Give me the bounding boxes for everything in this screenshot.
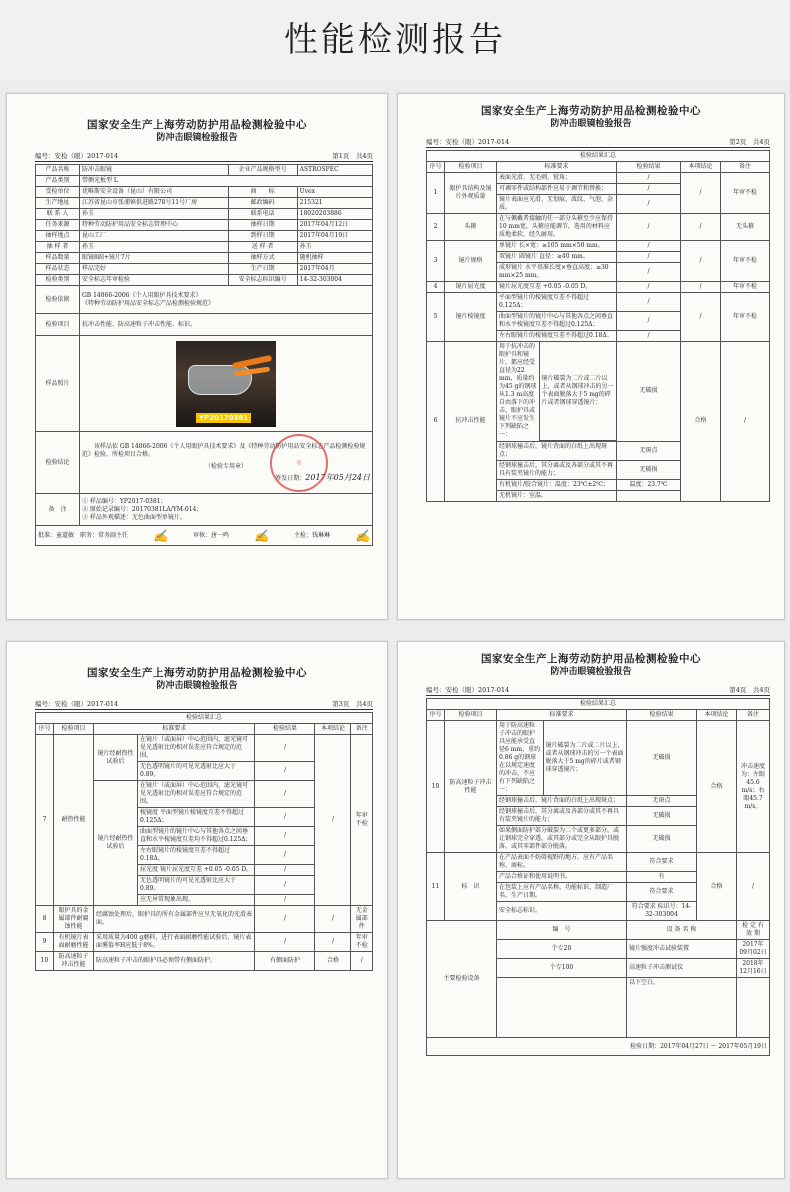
report-title: 防冲击眼镜检验报告 <box>550 667 632 677</box>
test-date: 检验日期：2017年04月27日 ～ 2017年05月19日 <box>427 1038 770 1056</box>
info-row <box>36 264 373 275</box>
info-cell: 孙玉 <box>80 209 229 220</box>
eq-name: 高速粒子冲击测试仪 <box>627 959 737 978</box>
info-cell: 送 样 者 <box>228 242 297 253</box>
row-item: 标 识 <box>445 853 497 921</box>
basis-value: GB 14866-2006《个人用眼护具技术要求》 《特种劳动防护用品安全标志产品检测检验规范》 <box>80 286 373 314</box>
row-no: 2 <box>427 214 445 241</box>
info-cell: 215321 <box>297 198 372 209</box>
stamp-caption: （检验专用章） <box>204 462 247 470</box>
row-result: / <box>255 846 315 865</box>
row-note: / <box>721 342 770 502</box>
row-no: 1 <box>427 173 445 214</box>
note-3: ③ 样品外观描述：无色曲面型单镜片。 <box>82 513 186 521</box>
row-result: / <box>617 331 681 342</box>
note-1: ① 样品编号：YP2017-0381； <box>82 497 167 505</box>
org-title: 国家安全生产上海劳动防护用品检测检验中心 <box>87 667 307 679</box>
row-conclusion: 合格 <box>315 952 351 971</box>
basis-label: 检验依据 <box>36 286 80 314</box>
row-note: 年审不检 <box>351 933 373 952</box>
row-result: 温度：23.7℃ <box>617 479 681 490</box>
row-result: / <box>617 252 681 263</box>
heat-group-1: 镜片经耐热性试验后 <box>94 735 138 781</box>
row-result: / <box>617 173 681 184</box>
row-result: 无破损 <box>627 721 697 796</box>
checker-signature: ✍ <box>355 528 370 543</box>
info-row <box>36 220 373 231</box>
info-cell: ASTROSPEC <box>297 165 372 176</box>
diopter-req: 镜片屈光度互差 +0.05 -0.05 D。 <box>159 866 253 873</box>
info-cell: 带侧光板型 L <box>80 176 373 187</box>
row-item: 眼护具的金属部件耐腐蚀性能 <box>54 906 94 933</box>
row-no: 4 <box>427 282 445 293</box>
particle-sub: 经钢球撞击后，其分离或及各部分或其不再具有装夹镜片的能力； <box>497 807 627 826</box>
heat-req: 在镜片（或面屏）中心范围内，滤光镜可见光透射比的相对误差应符合规定的范围。 <box>138 781 255 808</box>
eq-blank-cell <box>737 978 770 1038</box>
report-title: 防冲击眼镜检验报告 <box>550 119 632 129</box>
row-req: 在产品表面不妨碍视野的地方，应有产品名称、商标。 <box>497 853 627 872</box>
row-result: / <box>255 762 315 781</box>
row-req: 镜片屈光度互差 +0.05 -0.05 D。 <box>497 282 617 293</box>
col-note: 备注 <box>351 724 373 735</box>
row-result: / <box>617 241 681 252</box>
row-item: 防高速粒子冲击性能 <box>445 721 497 853</box>
row-no: 5 <box>427 293 445 342</box>
info-cell: 生产日期 <box>228 264 297 275</box>
report-code: 编号：安检（眼）2017-014 <box>35 700 119 708</box>
info-cell: 特种劳动防护用品安全标志管理中心 <box>80 220 229 231</box>
row-result: / <box>255 808 315 827</box>
double-lens: 双镜片 <box>499 253 518 260</box>
items-label: 检验项目 <box>36 314 80 336</box>
report-page-3[interactable] <box>6 641 388 1179</box>
row-result: / <box>255 876 315 895</box>
prism-req: 左右眼镜片的棱镜度互差不得超过0.18Δ。 <box>138 846 255 865</box>
row-result: / <box>255 865 315 876</box>
official-seal: ◎ <box>270 434 328 492</box>
col-no: 序号 <box>427 162 445 173</box>
info-row <box>36 198 373 209</box>
row-note: 年审不检 <box>721 173 770 214</box>
row-req: 平面型镜片的棱镜度互差不得超过0.125Δ； <box>497 293 617 312</box>
row-item: 头箍 <box>445 214 497 241</box>
col-req: 标准要求 <box>497 162 617 173</box>
page-number: 第2页 共4页 <box>729 138 770 146</box>
row-result: 符合要求 标识号：14-32-303004 <box>627 902 697 921</box>
row-no: 10 <box>427 721 445 853</box>
row-conclusion: 合格 <box>697 853 737 921</box>
row-conclusion: 合格 <box>681 342 721 502</box>
info-cell: 安全标志年审检验 <box>80 275 229 286</box>
row-item: 镜片屈光度 <box>445 282 497 293</box>
approver-signature: ✍ <box>153 528 168 543</box>
row-result: 无斑点 <box>627 796 697 807</box>
row-result: 无斑点 <box>617 441 681 460</box>
report-meta <box>426 685 770 696</box>
info-cell: 产品名称 <box>36 165 80 176</box>
row-result: / <box>617 184 681 195</box>
row-note: / <box>351 952 373 971</box>
prism-req: 曲面型镜片的镜片中心与其他各点之间垂直和水平棱镜度互差均不得超过0.125Δ； <box>138 827 255 846</box>
row-result: / <box>255 906 315 933</box>
row-result: / <box>617 282 681 293</box>
report-code: 编号：安检（眼）2017-014 <box>426 138 510 146</box>
row-note: 无金属部件 <box>351 906 373 933</box>
info-row <box>36 253 373 264</box>
info-row <box>36 275 373 286</box>
eq-blank: 以下空白。 <box>627 978 737 1038</box>
heat-group-2: 镜片经耐热性试验后 <box>94 781 138 906</box>
particle-req: 用于防高速粒子冲击的眼护具应能承受直径6 mm，重约0.86 g的钢球在以规定速度的冲击，不应有下列缺陷之一： <box>499 722 541 793</box>
report-page-1[interactable] <box>6 93 388 620</box>
eq-col-name: 设 备 名 称 <box>627 921 737 940</box>
row-conclusion: 合格 <box>697 721 737 853</box>
row-result: 符合要求 <box>627 853 697 872</box>
info-cell: 江苏省昆山市张浦镇俱进路278号11号厂房 <box>80 198 229 209</box>
photo-caption: YP20170381 <box>196 413 251 423</box>
row-req: 左右眼镜片的棱镜度互差不得超过0.18Δ。 <box>497 331 617 342</box>
info-cell: 任务来源 <box>36 220 80 231</box>
report-meta <box>426 137 770 148</box>
col-item: 检验项目 <box>445 710 497 721</box>
sign-date: 2017年05月24日 <box>305 472 370 482</box>
row-item: 眼护具结构及镜片外观质量 <box>445 173 497 214</box>
row-no: 7 <box>36 735 54 906</box>
row-note: 无头箍 <box>721 214 770 241</box>
row-item: 防高速粒子冲击性能 <box>54 952 94 971</box>
row-req: 经腐蚀处理后，眼护具的所有金属部件应呈无氧化的光滑表面。 <box>94 906 255 933</box>
col-conclusion: 本项结论 <box>315 724 351 735</box>
equipment-label: 主要检验设备 <box>427 921 497 1038</box>
row-conclusion: / <box>681 173 721 214</box>
row-result: / <box>255 781 315 808</box>
eq-blank-cell <box>497 978 627 1038</box>
diopter-label: 屈光度 <box>140 866 159 873</box>
row-no: 8 <box>36 906 54 933</box>
col-no: 序号 <box>427 710 445 721</box>
info-cell: 2017年04月19日 <box>297 231 372 242</box>
summary-title: 检验结果汇总 <box>427 151 770 162</box>
impact-sub: 镜片破裂为二片或二片以上，或者从钢球冲击的另一个表面脱落大于5 mg的碎片或者钢球穿透镜片； <box>539 342 616 440</box>
info-cell: 2017年04月 <box>297 264 372 275</box>
info-cell: 眼镜8副+镜片7片 <box>80 253 229 264</box>
report-title: 防冲击眼镜检验报告 <box>156 681 238 691</box>
col-item: 检验项目 <box>445 162 497 173</box>
info-cell: 安全标志标识编号 <box>228 275 297 286</box>
summary-title: 检验结果汇总 <box>36 713 373 724</box>
particle-sub: 镜片破裂为二片或二片以上，或者从钢球冲击的另一个表面脱落大于5 mg的碎片或者钢球穿透镜片； <box>543 721 626 795</box>
impact-sub: 无机镜片：室温。 <box>497 490 617 501</box>
row-req: 产品合格证和使用说明书。 <box>497 872 627 883</box>
row-no: 9 <box>36 933 54 952</box>
row-result: 无破损 <box>627 807 697 826</box>
info-cell: 防冲击眼镜 <box>80 165 229 176</box>
row-no: 11 <box>427 853 445 921</box>
eq-date: 2017年09月02日 <box>737 940 770 959</box>
reviewer-signature: ✍ <box>254 528 269 543</box>
row-result: 有 <box>627 872 697 883</box>
conclusion-text: 该样品依 GB 14866-2006《个人用眼护具技术要求》及《特种劳动防护用品安全标志产品检测检验规范》检验，所检项目合格。 <box>82 442 366 458</box>
photo-label: 样品照片 <box>36 336 80 432</box>
row-conclusion: / <box>315 735 351 906</box>
row-note: 年审不检 <box>351 735 373 906</box>
row-req: 曲面型镜片的镜片中心与其他各点之间垂直和水平棱镜度互差不得超过0.125Δ； <box>497 312 617 331</box>
info-row <box>36 176 373 187</box>
info-cell: 检验类别 <box>36 275 80 286</box>
col-result: 检验结果 <box>255 724 315 735</box>
row-req: 镜片表面应光滑、无划痕、波纹、气泡、杂质。 <box>497 195 617 214</box>
col-note: 备注 <box>721 162 770 173</box>
col-req: 标准要求 <box>94 724 255 735</box>
section-title: 性能检测报告 <box>284 20 506 60</box>
conclusion-label: 检验结论 <box>36 432 80 494</box>
col-no: 序号 <box>36 724 54 735</box>
checker: 主检：钱琳琳 <box>294 531 331 539</box>
info-cell: 孙玉 <box>297 242 372 253</box>
row-req: 安全标志标识。 <box>497 902 627 921</box>
row-result: 无破损 <box>617 460 681 479</box>
eq-id: 个专20 <box>497 940 627 959</box>
row-result: 符合要求 <box>627 883 697 902</box>
goggle-lens <box>188 365 252 395</box>
info-cell: 企业产品规格型号 <box>228 165 297 176</box>
single-lens-req: 长×宽：≥105 mm×50 mm。 <box>518 242 604 249</box>
row-req: 表面光滑、无毛刺、锐角； <box>497 173 617 184</box>
col-note: 备注 <box>737 710 770 721</box>
results-table <box>35 712 373 971</box>
info-cell: 商 标 <box>228 187 297 198</box>
col-conclusion: 本项结论 <box>697 710 737 721</box>
heat-req: 应无异常现象出现。 <box>138 895 255 906</box>
heat-req: 无色透明镜片的可见光透射比应大于0.89。 <box>138 876 255 895</box>
row-result: 无破损 <box>617 342 681 442</box>
row-req: 在与佩戴者接触的任一部分头箍至少应保持10 mm宽，头箍应能调节，选用的材料应质地柔软，经久耐用。 <box>497 214 617 241</box>
particle-sub: 经钢球撞击后，镜片背面的白纸上出现斑点； <box>497 796 627 807</box>
page-number: 第1页 共4页 <box>332 152 373 160</box>
info-cell: 孙玉 <box>80 242 229 253</box>
note-2: ② 原始记录编号：20170381LA/YM-014； <box>82 505 203 513</box>
row-result: / <box>617 195 681 214</box>
info-cell: 抽样地点 <box>36 231 80 242</box>
info-cell: 产品类别 <box>36 176 80 187</box>
info-row <box>36 231 373 242</box>
info-table <box>35 164 373 546</box>
particle-sub: 如果侧面防护部分破裂为二个或更多部分，或让钢球完全穿透，或其部分或完全从眼护具脱落，或其零部件部分脱落。 <box>497 826 627 853</box>
row-conclusion: / <box>681 282 721 293</box>
info-cell: 2017年04月12日 <box>297 220 372 231</box>
row-result: / <box>617 312 681 331</box>
info-cell: 昆山工厂 <box>80 231 229 242</box>
row-result: 无破损 <box>627 826 697 853</box>
row-conclusion: / <box>681 214 721 241</box>
eq-col-id: 编 号 <box>497 921 627 940</box>
page-number: 第3页 共4页 <box>332 700 373 708</box>
row-note: / <box>737 853 770 921</box>
row-conclusion: / <box>315 933 351 952</box>
col-result: 检验结果 <box>617 162 681 173</box>
row-result: 有侧面防护 <box>255 952 315 971</box>
info-cell: 抽样方式 <box>228 253 297 264</box>
org-title: 国家安全生产上海劳动防护用品检测检验中心 <box>87 119 307 131</box>
impact-sub: 有机镜片/胶合镜片：温度：23℃±2℃； <box>497 479 617 490</box>
row-result: / <box>617 293 681 312</box>
row-note: 年审不检 <box>721 282 770 293</box>
eq-id: 个专100 <box>497 959 627 978</box>
row-note: 年审不检 <box>721 293 770 342</box>
col-item: 检验项目 <box>54 724 94 735</box>
sign-date-label: 签发日期： <box>275 474 306 482</box>
report-code: 编号：安检（眼）2017-014 <box>35 152 119 160</box>
results-table <box>426 150 770 502</box>
report-page-4[interactable] <box>397 641 785 1179</box>
row-item: 镜片规格 <box>445 241 497 282</box>
prism-req: 平面型镜片棱镜度互差不得超过0.125Δ； <box>140 809 244 824</box>
info-row <box>36 187 373 198</box>
col-req: 标准要求 <box>497 710 627 721</box>
col-result: 检验结果 <box>627 710 697 721</box>
row-result: / <box>255 895 315 906</box>
shaped-lens: 成形镜片 <box>499 264 524 271</box>
info-cell: 18020203886 <box>297 209 372 220</box>
col-conclusion: 本项结论 <box>681 162 721 173</box>
row-req: 可调零件或结构部件应易于调节和替换； <box>497 184 617 195</box>
impact-sub: 经钢球撞击后，其分离或及各部分或其不再具有装夹镜片的能力； <box>497 460 617 479</box>
row-conclusion: / <box>315 906 351 933</box>
single-lens: 单镜片 <box>499 242 518 249</box>
info-row <box>36 209 373 220</box>
section-header <box>0 0 790 80</box>
report-meta <box>35 699 373 710</box>
eq-name: 镜片强度冲击试验装置 <box>627 940 737 959</box>
info-cell: 样品完好 <box>80 264 229 275</box>
info-cell: 受检单位 <box>36 187 80 198</box>
report-meta <box>35 151 373 162</box>
notes-label: 备 注 <box>36 494 80 526</box>
row-no: 10 <box>36 952 54 971</box>
round-lens-req: 直径：≥40 mm。 <box>538 253 589 260</box>
row-result: / <box>617 263 681 282</box>
impact-req: 用于抗冲击的眼护具和镜片，都应经受直径为22 mm，质量约为45 g的钢球从1.3 m高度自由落下的冲击，眼护具或镜片不应发生下列缺陷之一： <box>497 342 539 440</box>
approver: 批准：童道敏 职务：常务副主任 <box>38 531 129 539</box>
row-item: 耐热性能 <box>54 735 94 906</box>
row-req: 在包装上应有产品名称、功能标识、制造厂名、生产日期。 <box>497 883 627 902</box>
info-cell: 优唯斯安全设备（昆山）有限公司 <box>80 187 229 198</box>
prism-label: 棱镜度 <box>140 809 159 816</box>
info-row <box>36 165 373 176</box>
row-req: 采用质量为400 g磨料，进行表面耐磨性能试验后，镜片表面雾值率H应低于8%。 <box>94 933 255 952</box>
report-title: 防冲击眼镜检验报告 <box>156 133 238 143</box>
summary-title: 检验结果汇总 <box>427 699 770 710</box>
info-cell: 随机抽样 <box>297 253 372 264</box>
round-lens: 圆镜片 <box>518 253 537 260</box>
info-cell: Uvex <box>297 187 372 198</box>
info-cell: 生产地址 <box>36 198 80 209</box>
info-row <box>36 242 373 253</box>
results-table <box>426 698 770 1056</box>
eq-date: 2018年12月16日 <box>737 959 770 978</box>
info-cell: 抽样日期 <box>228 220 297 231</box>
eq-col-date: 检 定 有 效 期 <box>737 921 770 940</box>
row-item: 有机镜片表面耐磨性能 <box>54 933 94 952</box>
items-value: 抗冲击性能、防高速粒子冲击性能、标识。 <box>80 314 373 336</box>
org-title: 国家安全生产上海劳动防护用品检测检验中心 <box>481 653 701 665</box>
row-conclusion: / <box>681 241 721 282</box>
row-result: / <box>255 933 315 952</box>
row-result: / <box>255 827 315 846</box>
info-cell: 到样日期 <box>228 231 297 242</box>
report-code: 编号：安检（眼）2017-014 <box>426 686 510 694</box>
row-no: 6 <box>427 342 445 502</box>
info-cell: 样品状态 <box>36 264 80 275</box>
info-cell: 联 系 人 <box>36 209 80 220</box>
shaped-lens-req: 水平基准长度×垂直高度：≥30 mm×25 mm。 <box>499 264 609 279</box>
org-title: 国家安全生产上海劳动防护用品检测检验中心 <box>481 105 701 117</box>
info-cell: 联系电话 <box>228 209 297 220</box>
sample-photo <box>176 341 276 427</box>
heat-req: 无色透明镜片的可见光透射比应大于0.89。 <box>138 762 255 781</box>
heat-req: 在镜片（或面屏）中心范围内，滤光镜可见光透射比的相对误差应符合规定的范围。 <box>138 735 255 762</box>
info-cell: 抽 样 者 <box>36 242 80 253</box>
report-page-2[interactable] <box>397 93 785 620</box>
row-note: 年审不检 <box>721 241 770 282</box>
row-no: 3 <box>427 241 445 282</box>
reviewer: 审核：唐一鸣 <box>193 531 230 539</box>
info-cell: 邮政编码 <box>228 198 297 209</box>
info-cell: 14-32-303004 <box>297 275 372 286</box>
row-req: 防高速粒子冲击的眼护具必须带有侧面防护。 <box>94 952 255 971</box>
row-conclusion: / <box>681 293 721 342</box>
row-note: 冲击速度为：左眼45.6 m/s；右眼45.7 m/s。 <box>737 721 770 853</box>
impact-sub: 经钢球撞击后，镜片背面的白纸上出现斑点； <box>497 441 617 460</box>
row-result: / <box>255 735 315 762</box>
page-number: 第4页 共4页 <box>729 686 770 694</box>
row-result: / <box>617 214 681 241</box>
row-item: 镜片棱镜度 <box>445 293 497 342</box>
info-cell: 样品数量 <box>36 253 80 264</box>
row-item: 抗冲击性能 <box>445 342 497 502</box>
row-result <box>617 490 681 501</box>
